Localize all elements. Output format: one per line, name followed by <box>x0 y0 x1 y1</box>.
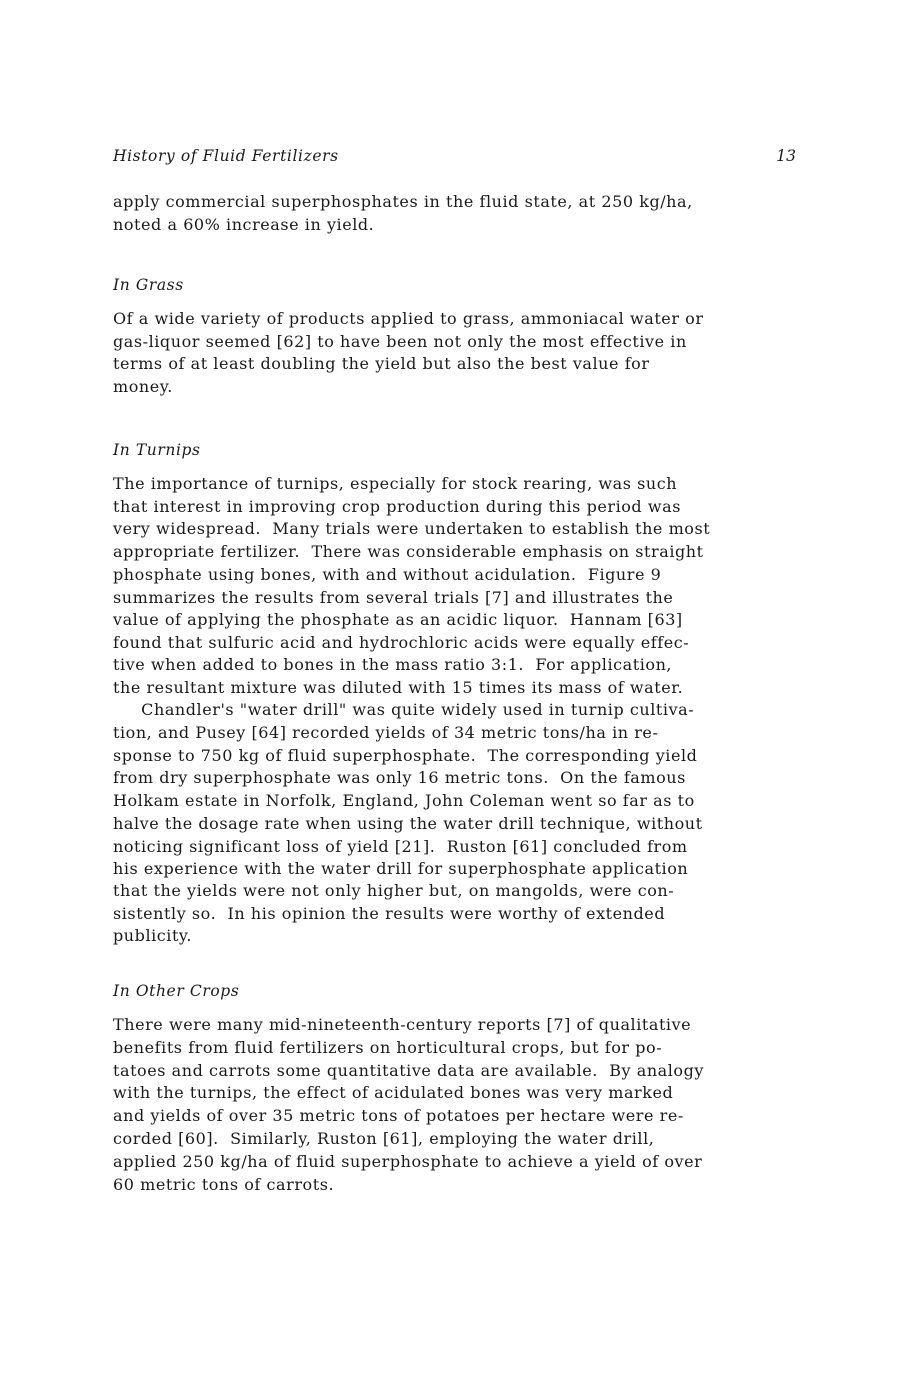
text-line: appropriate fertilizer. There was considerable emphasis on straight <box>113 542 704 561</box>
page-number: 13 <box>776 147 796 165</box>
text-line: from dry superphosphate was only 16 metric tons. On the famous <box>113 768 686 787</box>
text-line: tive when added to bones in the mass ratio 3:1. For application, <box>113 655 673 674</box>
text-line: money. <box>113 377 173 396</box>
text-line: sponse to 750 kg of fluid superphosphate. The corresponding yield <box>113 746 698 765</box>
text-line: very widespread. Many trials were undertaken to establish the most <box>113 519 711 538</box>
running-header <box>113 147 796 167</box>
text-line: Holkam estate in Norfolk, England, John Coleman went so far as to <box>113 791 695 810</box>
text-line: that interest in improving crop production during this period was <box>113 497 681 516</box>
section-heading-grass: In Grass <box>113 276 184 294</box>
text-line: publicity. <box>113 926 193 945</box>
text-line: tatoes and carrots some quantitative data are available. By analogy <box>113 1061 704 1080</box>
text-line: noted a 60% increase in yield. <box>113 215 375 234</box>
text-line: Of a wide variety of products applied to grass, ammoniacal water or <box>113 309 704 328</box>
text-line: that the yields were not only higher but, on mangolds, were con- <box>113 881 675 900</box>
text-line: There were many mid-nineteenth-century reports [7] of qualitative <box>113 1015 692 1034</box>
running-title: History of Fluid Fertilizers <box>113 147 339 165</box>
text-line: tion, and Pusey [64] recorded yields of 34 metric tons/ha in re- <box>113 723 659 742</box>
text-line: his experience with the water drill for superphosphate application <box>113 859 689 878</box>
text-line: applied 250 kg/ha of fluid superphosphate to achieve a yield of over <box>113 1152 703 1171</box>
text-line: corded [60]. Similarly, Ruston [61], employing the water drill, <box>113 1129 655 1148</box>
text-line: value of applying the phosphate as an acidic liquor. Hannam [63] <box>113 610 683 629</box>
text-line: and yields of over 35 metric tons of potatoes per hectare were re- <box>113 1106 684 1125</box>
text-line: found that sulfuric acid and hydrochloric acids were equally effec- <box>113 633 690 652</box>
text-line: sistently so. In his opinion the results were worthy of extended <box>113 904 666 923</box>
text-line: 60 metric tons of carrots. <box>113 1175 335 1194</box>
text-line: halve the dosage rate when using the water drill technique, without <box>113 814 703 833</box>
text-line: terms of at least doubling the yield but also the best value for <box>113 354 650 373</box>
text-line: the resultant mixture was diluted with 15 times its mass of water. <box>113 678 684 697</box>
section-heading-other-crops: In Other Crops <box>113 982 240 1000</box>
text-line: apply commercial superphosphates in the fluid state, at 250 kg/ha, <box>113 192 693 211</box>
text-line: phosphate using bones, with and without acidulation. Figure 9 <box>113 565 662 584</box>
text-line: The importance of turnips, especially for stock rearing, was such <box>113 474 678 493</box>
text-line: Chandler's "water drill" was quite widely used in turnip cultiva- <box>113 700 695 719</box>
text-line: summarizes the results from several trials [7] and illustrates the <box>113 588 674 607</box>
text-line: noticing significant loss of yield [21]. Ruston [61] concluded from <box>113 837 688 856</box>
section-heading-turnips: In Turnips <box>113 441 201 459</box>
text-line: with the turnips, the effect of acidulated bones was very marked <box>113 1083 674 1102</box>
text-line: gas-liquor seemed [62] to have been not only the most effective in <box>113 332 687 351</box>
text-line: benefits from fluid fertilizers on horticultural crops, but for po- <box>113 1038 663 1057</box>
